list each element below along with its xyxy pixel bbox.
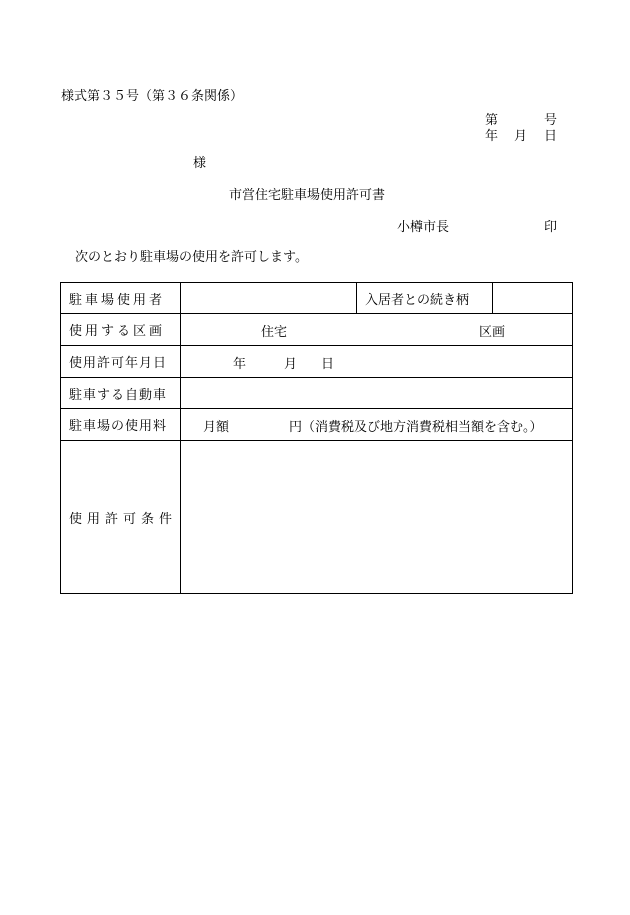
permit-date-month: 月 <box>284 357 298 372</box>
relation-label: 入居者との続き柄 <box>357 283 493 314</box>
form-number: 様式第３５号（第３６条関係） <box>61 89 244 104</box>
permit-table <box>60 282 573 594</box>
seal-mark: 印 <box>544 220 558 235</box>
permit-date-year: 年 <box>233 357 247 372</box>
vehicle-label: 駐車する自動車 <box>61 378 181 409</box>
doc-number-suffix: 号 <box>544 113 558 128</box>
section-housing: 住宅 <box>261 325 288 340</box>
row-vehicle <box>61 378 573 409</box>
fee-label: 駐車場の使用料 <box>61 409 181 441</box>
date-month: 月 <box>514 129 528 144</box>
fee-monthly: 月額 <box>203 420 230 435</box>
permit-date-day: 日 <box>321 357 335 372</box>
section-value[interactable] <box>181 314 573 346</box>
row-fee <box>61 409 573 441</box>
row-date <box>61 346 573 378</box>
issuer-name: 小樽市長 <box>397 220 450 235</box>
row-user <box>61 283 573 314</box>
row-section <box>61 314 573 346</box>
section-label: 使用する区画 <box>61 314 181 346</box>
date-year: 年 <box>485 129 499 144</box>
date-label: 使用許可年月日 <box>61 346 181 378</box>
vehicle-value[interactable] <box>181 378 573 409</box>
date-value[interactable] <box>181 346 573 378</box>
row-conditions <box>61 441 573 594</box>
relation-value[interactable] <box>493 283 573 314</box>
section-suffix: 区画 <box>479 325 506 340</box>
conditions-label: 使用許可条件 <box>61 441 181 594</box>
addressee-suffix: 様 <box>193 156 207 171</box>
document-title: 市営住宅駐車場使用許可書 <box>229 188 386 203</box>
intro-text: 次のとおり駐車場の使用を許可します。 <box>75 250 308 265</box>
doc-number-prefix: 第 <box>485 113 499 128</box>
user-value[interactable] <box>181 283 357 314</box>
fee-yen: 円（消費税及び地方消費税相当額を含む。） <box>289 420 543 435</box>
conditions-value[interactable] <box>181 441 573 594</box>
date-day: 日 <box>544 129 558 144</box>
fee-value[interactable] <box>181 409 573 441</box>
user-label: 駐車場使用者 <box>61 283 181 314</box>
